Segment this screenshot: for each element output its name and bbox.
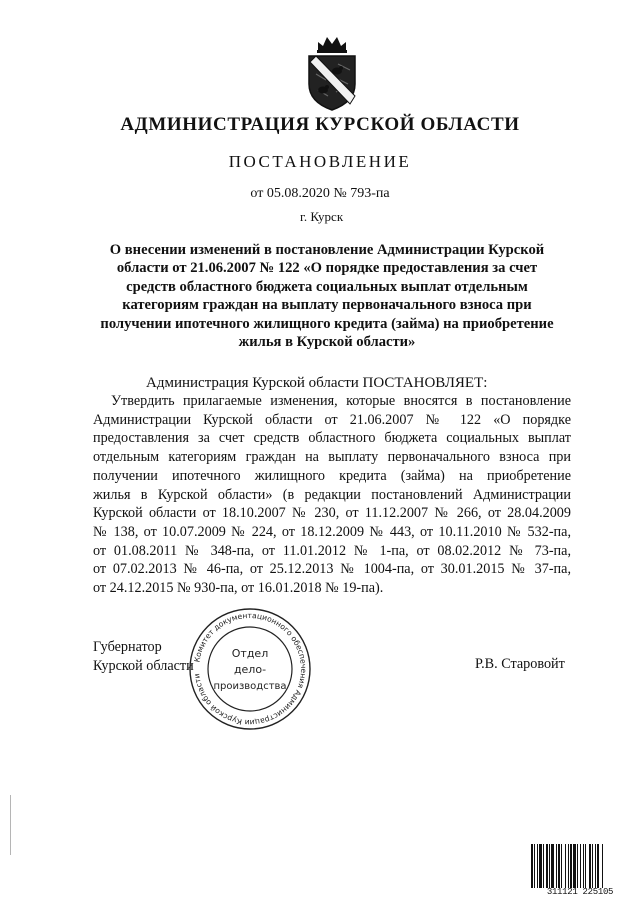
barcode-bar bbox=[556, 844, 557, 888]
stamp-text-line: дело- bbox=[233, 663, 267, 676]
subject-line: области от 21.06.2007 № 122 «О порядке предоставления за счет bbox=[116, 260, 538, 277]
body-line: получении ипотечного жилищного кредита (займа) на приобретение bbox=[93, 467, 571, 484]
signatory-title bbox=[93, 638, 194, 675]
document-city: г. Курск bbox=[300, 209, 344, 224]
document-subject bbox=[92, 241, 562, 351]
body-line: Утвердить прилагаемые изменения, которые вносятся в постановление bbox=[111, 393, 571, 409]
organization-title: АДМИНИСТРАЦИЯ КУРСКОЙ ОБЛАСТИ bbox=[120, 114, 520, 135]
barcode-bar bbox=[565, 844, 566, 888]
barcode-bar bbox=[592, 844, 593, 888]
barcode-bar bbox=[573, 844, 576, 888]
barcode-bar bbox=[577, 844, 578, 888]
signatory-name: Р.В. Старовойт bbox=[475, 656, 565, 672]
barcode-bar bbox=[549, 844, 550, 888]
barcode-bar bbox=[602, 844, 603, 888]
scan-margin-line bbox=[10, 795, 11, 855]
barcode-bar bbox=[597, 844, 599, 888]
body-line: отдельным категориям граждан на выплату первоначального взноса при bbox=[93, 449, 571, 466]
stamp-text-line: производства bbox=[213, 681, 287, 692]
barcode-bar bbox=[534, 844, 535, 888]
body-line: от 01.08.2011 № 348-па, от 11.01.2012 № 1-па, от 08.02.2012 № 73-па, bbox=[93, 542, 571, 559]
subject-line: жилья в Курской области» bbox=[238, 334, 416, 351]
signatory-title-line: Курской области bbox=[93, 657, 194, 674]
barcode-bar bbox=[580, 844, 581, 888]
stamp-text-line: Отдел bbox=[231, 647, 269, 660]
barcode-bar bbox=[568, 844, 569, 888]
barcode-bar bbox=[546, 844, 548, 888]
document-type: ПОСТАНОВЛЕНИЕ bbox=[228, 152, 412, 171]
body-line: Администрации Курской области от 21.06.2007 № 122 «О порядке bbox=[93, 411, 571, 428]
barcode-bar bbox=[561, 844, 562, 888]
barcode-bar bbox=[537, 844, 538, 888]
body-line: Курской области от 18.10.2007 № 230, от 11.12.2007 № 266, от 28.04.2009 bbox=[93, 505, 571, 522]
body-line: жилья в Курской области» (в редакции постановлений Администрации bbox=[93, 486, 571, 503]
document-body bbox=[93, 392, 571, 598]
barcode bbox=[531, 844, 629, 900]
signatory-title-line: Губернатор bbox=[93, 639, 162, 655]
barcode-number: 311121 225105 bbox=[546, 887, 614, 897]
barcode-bar bbox=[595, 844, 596, 888]
barcode-bar bbox=[539, 844, 542, 888]
barcode-bars bbox=[531, 844, 629, 888]
barcode-bar bbox=[551, 844, 554, 888]
barcode-bar bbox=[543, 844, 544, 888]
barcode-bar bbox=[583, 844, 584, 888]
subject-line: средств областного бюджета социальных выплат отдельным bbox=[126, 278, 528, 295]
barcode-bar bbox=[585, 844, 586, 888]
body-line: от 24.12.2015 № 930-па, от 16.01.2018 № 19-па). bbox=[93, 580, 384, 597]
subject-line: О внесении изменений в постановление Администрации Курской bbox=[109, 242, 545, 258]
subject-line: получении ипотечного жилищного кредита (займа) на приобретение bbox=[100, 315, 554, 332]
stamp-outer-text: Комитет документационного обеспечения Администрации Курской области bbox=[192, 610, 309, 728]
barcode-bar bbox=[558, 844, 560, 888]
barcode-bar bbox=[570, 844, 572, 888]
document-date-number: от 05.08.2020 № 793-па bbox=[250, 186, 390, 201]
decree-statement: Администрация Курской области ПОСТАНОВЛЯЕТ: bbox=[146, 375, 488, 391]
barcode-bar bbox=[531, 844, 533, 888]
body-line: от 07.02.2013 № 46-па, от 25.12.2013 № 1004-па, от 30.01.2015 № 37-па, bbox=[93, 561, 571, 578]
subject-line: категориям граждан на выплату первоначального взноса при bbox=[122, 297, 532, 314]
office-stamp bbox=[186, 605, 314, 733]
body-line: № 138, от 10.07.2009 № 224, от 18.12.2009 № 443, от 10.11.2010 № 532-па, bbox=[93, 523, 571, 540]
coat-of-arms-emblem bbox=[304, 34, 360, 112]
barcode-bar bbox=[589, 844, 591, 888]
body-line: предоставления за счет средств областного бюджета социальных выплат bbox=[93, 430, 571, 447]
